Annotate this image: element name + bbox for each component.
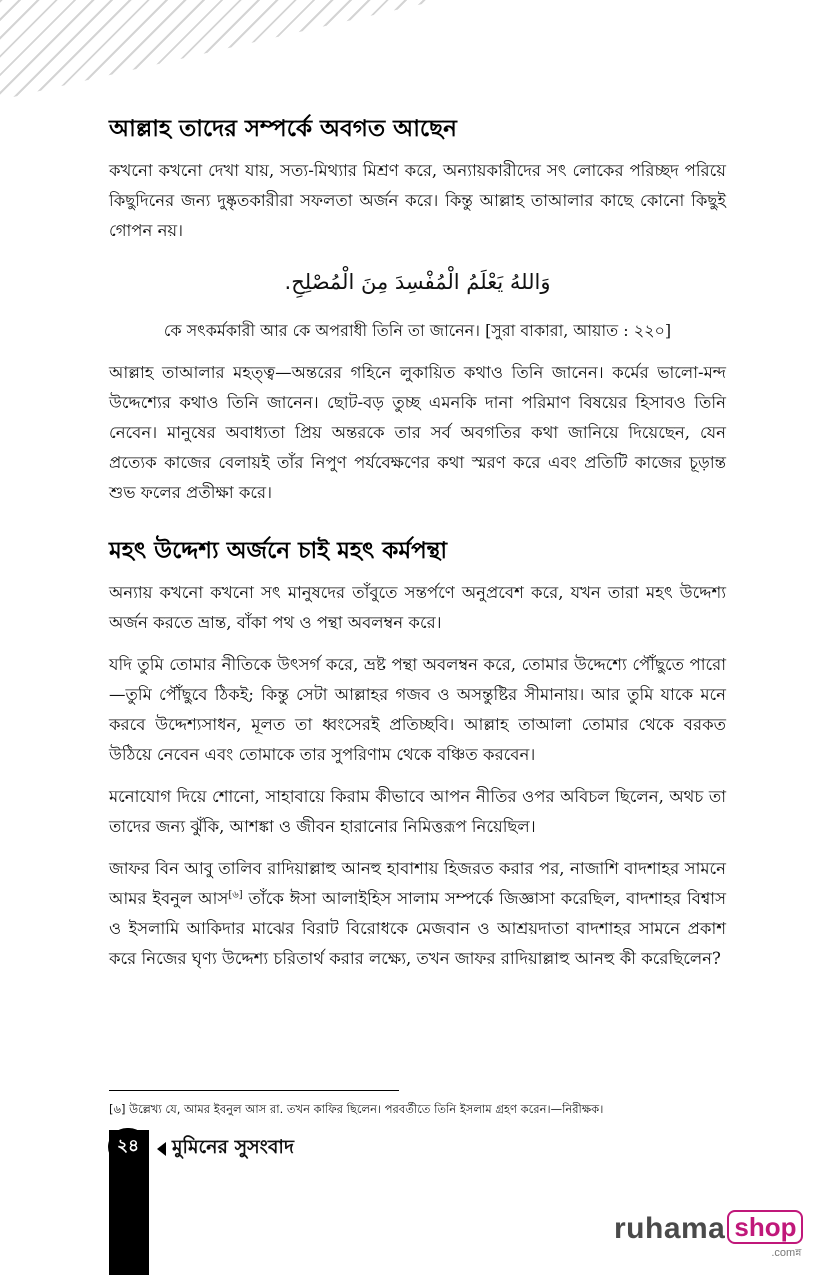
arabic-verse: وَاللهُ يَعْلَمُ الْمُفْسِدَ مِنَ الْمُصْلِحِ. — [284, 270, 551, 294]
paragraph-text: জাফর বিন আবু তালিব রাদিয়াল্লাহু আনহু হাবাশায় হিজরত করার পর, নাজাশি বাদশাহর সামনে আমর ইবনুল আস — [109, 859, 726, 908]
paragraph: যদি তুমি তোমার নীতিকে উৎসর্গ করে, ভ্রষ্ট পন্থা অবলম্বন করে, তোমার উদ্দেশ্যে পৌঁছুতে পারো—তুমি পৌঁছুবে ঠিকই; কিন্তু সেটা আল্লাহর গজব ও অসন্তুষ্টির সীমানায়। আর তুমি যাকে মনে করবে উদ্দেশ্যসাধন, মূলত তা ধ্বংসেরই প্রতিচ্ছবি। আল্লাহ তাআলা তোমার থেকে বরকত উঠিয়ে নেবেন এবং তোমাকে তার সুপরিণাম থেকে বঞ্চিত করবেন। — [109, 655, 726, 764]
triangle-left-icon — [157, 1142, 166, 1156]
page-content — [109, 112, 726, 986]
page-number: ২৪ — [108, 1128, 148, 1166]
footnote-reference[interactable]: [৬] — [228, 889, 243, 901]
ruhamashop-logo — [614, 1212, 803, 1259]
paragraph: মনোযোগ দিয়ে শোনো, সাহাবায়ে কিরাম কীভাবে আপন নীতির ওপর অবিচল ছিলেন, অথচ তা তাদের জন্য ঝুঁকি, আশঙ্কা ও জীবন হারানোর নিমিত্তরূপ নিয়েছিল। — [109, 787, 726, 836]
book-title-text: মুমিনের সুসংবাদ — [172, 1136, 294, 1158]
logo-text-shop: shop — [727, 1210, 803, 1244]
decorative-hatch-pattern — [0, 0, 440, 100]
paragraph — [109, 854, 726, 974]
section-heading-noble-goal: মহৎ উদ্দেশ্য অর্জনে চাই মহৎ কর্মপন্থা — [109, 538, 448, 564]
book-title — [157, 1133, 294, 1165]
footnote-divider — [109, 1090, 399, 1091]
logo-text-ruhama: ruhama — [614, 1212, 726, 1245]
paragraph-text: তাঁকে ঈসা আলাইহিস সালাম সম্পর্কে জিজ্ঞাসা করেছিল, বাদশাহর বিশ্বাস ও ইসলামি আকিদার মাঝের বিরাট বিরোধকে মেজবান ও আশ্রয়দাতা বাদশাহর সামনে প্রকাশ করে নিজের ঘৃণ্য উদ্দেশ্য চরিতার্থ করার লক্ষ্যে, তখন জাফর রাদিয়াল্লাহু আনহু কী করেছিলেন? — [109, 889, 726, 968]
translation-text: কে সৎকর্মকারী আর কে অপরাধী তিনি তা জানেন। — [163, 321, 480, 340]
paragraph: আল্লাহ তাআলার মহত্ত্ব—অন্তরের গহিনে লুকায়িত কথাও তিনি জানেন। কর্মের ভালো-মন্দ উদ্দেশ্যের কথাও তিনি জানেন। ছোট-বড় তুচ্ছ এমনকি দানা পরিমাণ বিষয়ের হিসাবও তিনি নেবেন। মানুষের অবাধ্যতা প্রিয় অন্তরকে তার সর্ব অবগতির কথা জানিয়ে দিয়েছেন, যেন প্রত্যেক কাজের বেলায়ই তাঁর নিপুণ পর্যবেক্ষণের কথা স্মরণ করে এবং প্রতিটি কাজের চূড়ান্ত শুভ ফলের প্রতীক্ষা করে। — [109, 363, 726, 502]
paragraph: কখনো কখনো দেখা যায়, সত্য-মিথ্যার মিশ্রণ করে, অন্যায়কারীদের সৎ লোকের পরিচ্ছদ পরিয়ে কিছুদিনের জন্য দুষ্কৃতকারীরা সফলতা অর্জন করে। কিন্তু আল্লাহ তাআলার কাছে কোনো কিছুই গোপন নয়। — [109, 161, 726, 240]
footnote: [৬] উল্লেখ্য যে, আমর ইবনুল আস রা. তখন কাফির ছিলেন। পরবর্তীতে তিনি ইসলাম গ্রহণ করেন।—নিরীক্ষক। — [109, 1102, 604, 1116]
section-heading-allah-knows: আল্লাহ তাদের সম্পর্কে অবগত আছেন — [109, 116, 457, 142]
logo-shop-badge — [727, 1212, 803, 1259]
verse-reference: [সুরা বাকারা, আয়াত : ২২০] — [485, 321, 672, 340]
verse-translation — [109, 316, 726, 346]
logo-text-com: .comন্ন — [771, 1247, 802, 1259]
paragraph: অন্যায় কখনো কখনো সৎ মানুষদের তাঁবুতে সন্তর্পণে অনুপ্রবেশ করে, যখন তারা মহৎ উদ্দেশ্য অর্জন করতে ভ্রান্ত, বাঁকা পথ ও পন্থা অবলম্বন করে। — [109, 583, 726, 632]
